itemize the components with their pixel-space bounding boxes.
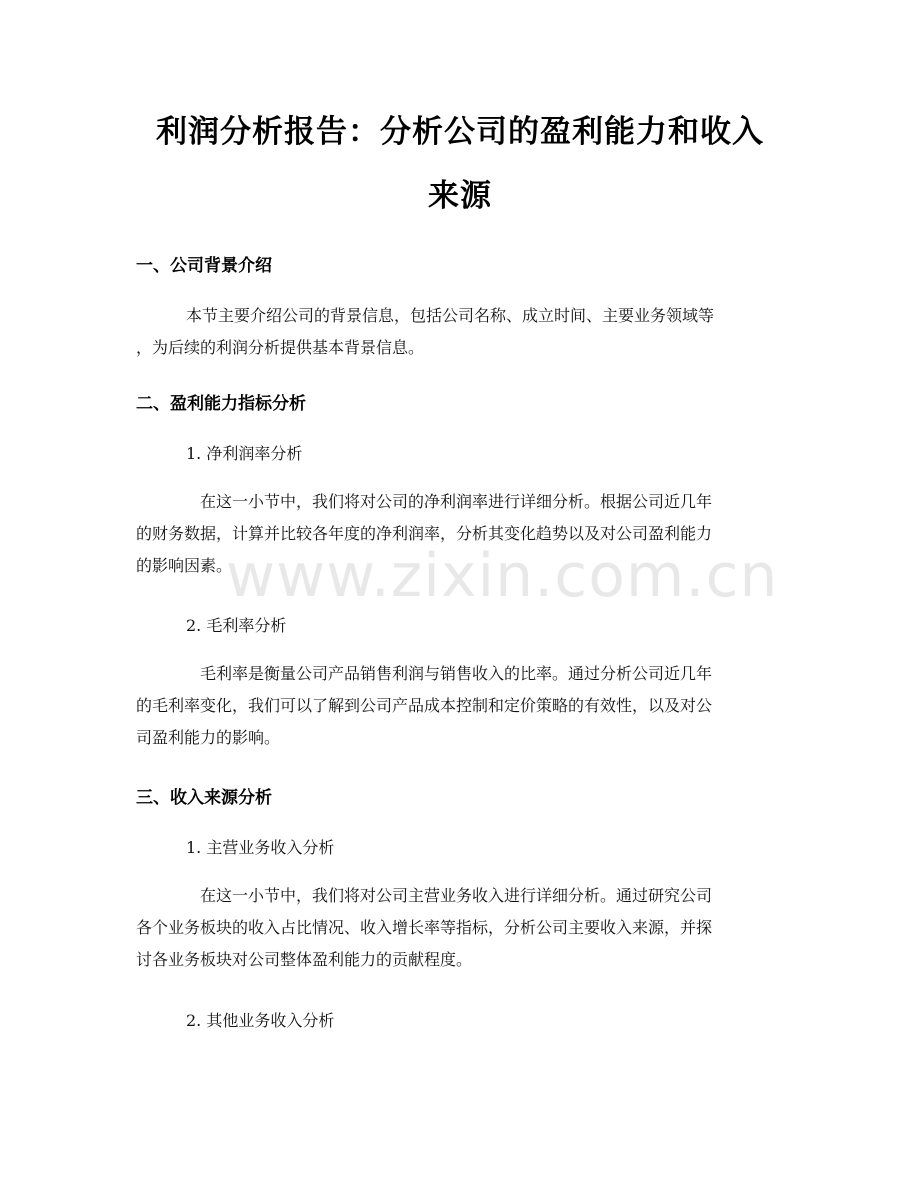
- section-heading-2: 二、盈利能力指标分析: [136, 394, 306, 414]
- paragraph-line: ，为后续的利润分析提供基本背景信息。: [136, 338, 425, 357]
- paragraph-line: 司盈利能力的影响。: [136, 728, 281, 747]
- subsection-heading-3-2: 2. 其他业务收入分析: [186, 1011, 335, 1030]
- paragraph-line: 毛利率是衡量公司产品销售利润与销售收入的比率。通过分析公司近几年: [200, 664, 713, 683]
- subsection-3-1-paragraph: [136, 880, 786, 976]
- paragraph-line: 在这一小节中，我们将对公司主营业务收入进行详细分析。通过研究公司: [200, 886, 713, 905]
- paragraph-line: 各个业务板块的收入占比情况、收入增长率等指标，分析公司主要收入来源，并探: [136, 918, 713, 937]
- subsection-heading-3-1: 1. 主营业务收入分析: [186, 838, 335, 857]
- paragraph-line: 的毛利率变化，我们可以了解到公司产品成本控制和定价策略的有效性，以及对公: [136, 696, 713, 715]
- paragraph-line: 的影响因素。: [136, 556, 233, 575]
- document-title: [120, 100, 800, 228]
- section-heading-3: 三、收入来源分析: [136, 788, 272, 808]
- section-heading-1: 一、公司背景介绍: [136, 256, 272, 276]
- subsection-2-2-paragraph: [136, 658, 786, 754]
- paragraph-line: 在这一小节中，我们将对公司的净利润率进行详细分析。根据公司近几年: [200, 492, 713, 511]
- subsection-heading-2-1: 1. 净利润率分析: [186, 444, 303, 463]
- subsection-heading-2-2: 2. 毛利率分析: [186, 616, 287, 635]
- section-1-paragraph: [136, 300, 786, 364]
- title-line-2: 来源: [428, 178, 492, 214]
- paragraph-line: 本节主要介绍公司的背景信息，包括公司名称、成立时间、主要业务领域等: [186, 306, 715, 325]
- watermark: www.zixin.com.cn: [226, 541, 779, 611]
- paragraph-line: 讨各业务板块对公司整体盈利能力的贡献程度。: [136, 950, 473, 969]
- subsection-2-1-paragraph: [136, 486, 786, 582]
- paragraph-line: 的财务数据，计算并比较各年度的净利润率，分析其变化趋势以及对公司盈利能力: [136, 524, 713, 543]
- title-line-1: 利润分析报告：分析公司的盈利能力和收入: [156, 114, 764, 150]
